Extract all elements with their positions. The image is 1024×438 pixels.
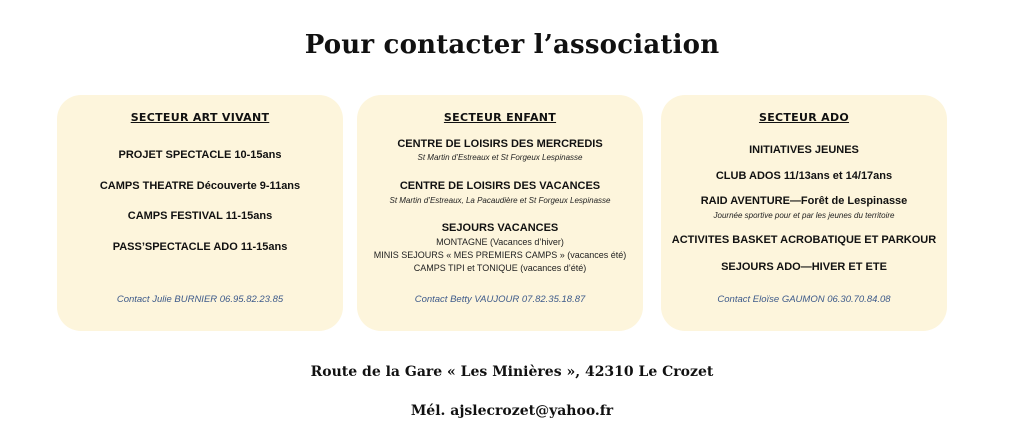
card-item: SEJOURS VACANCES [441,222,559,234]
card-item: PASS’SPECTACLE ADO 11-15ans [112,241,288,253]
contact-line[interactable]: Contact Julie BURNIER 06.95.82.23.85 [116,294,284,305]
card-ado [661,95,947,331]
card-item: CENTRE DE LOISIRS DES MERCREDIS [397,138,603,150]
card-enfant [357,95,643,331]
card-item-subtitle: St Martin d’Estreaux, La Pacaudière et St Forgeux Lespinasse [389,196,611,205]
card-item: ACTIVITES BASKET ACROBATIQUE ET PARKOUR [671,234,937,246]
card-item: CAMPS THEATRE Découverte 9-11ans [99,180,301,192]
card-heading: SECTEUR ADO [758,111,850,124]
card-item-subtitle: Journée sportive pour et par les jeunes du territoire [713,211,895,220]
card-item: CAMPS FESTIVAL 11-15ans [127,210,273,222]
card-item-detail: MONTAGNE (Vacances d’hiver) [436,237,564,247]
card-item: INITIATIVES JEUNES [749,144,859,156]
card-item: PROJET SPECTACLE 10-15ans [118,149,282,161]
page-title: Pour contacter l’association [304,30,720,60]
card-heading: SECTEUR ENFANT [443,111,557,124]
card-item: RAID AVENTURE—Forêt de Lespinasse [700,195,908,207]
card-art-vivant [57,95,343,331]
card-item-subtitle: St Martin d’Estreaux et St Forgeux Lespinasse [417,153,583,162]
email[interactable]: Mél. ajslecrozet@yahoo.fr [410,403,614,419]
card-item: SEJOURS ADO—HIVER ET ETE [721,261,887,273]
contact-line[interactable]: Contact Betty VAUJOUR 07.82.35.18.87 [414,294,586,305]
card-item: CENTRE DE LOISIRS DES VACANCES [399,180,601,192]
card-item-detail: CAMPS TIPI et TONIQUE (vacances d’été) [413,263,587,273]
card-heading: SECTEUR ART VIVANT [130,111,270,124]
card-item-detail: MINIS SEJOURS « MES PREMIERS CAMPS » (vacances été) [373,250,627,260]
address: Route de la Gare « Les Minières », 42310 Le Crozet [310,364,714,380]
card-item: CLUB ADOS 11/13ans et 14/17ans [715,170,893,182]
contact-line[interactable]: Contact Eloïse GAUMON 06.30.70.84.08 [717,294,891,305]
